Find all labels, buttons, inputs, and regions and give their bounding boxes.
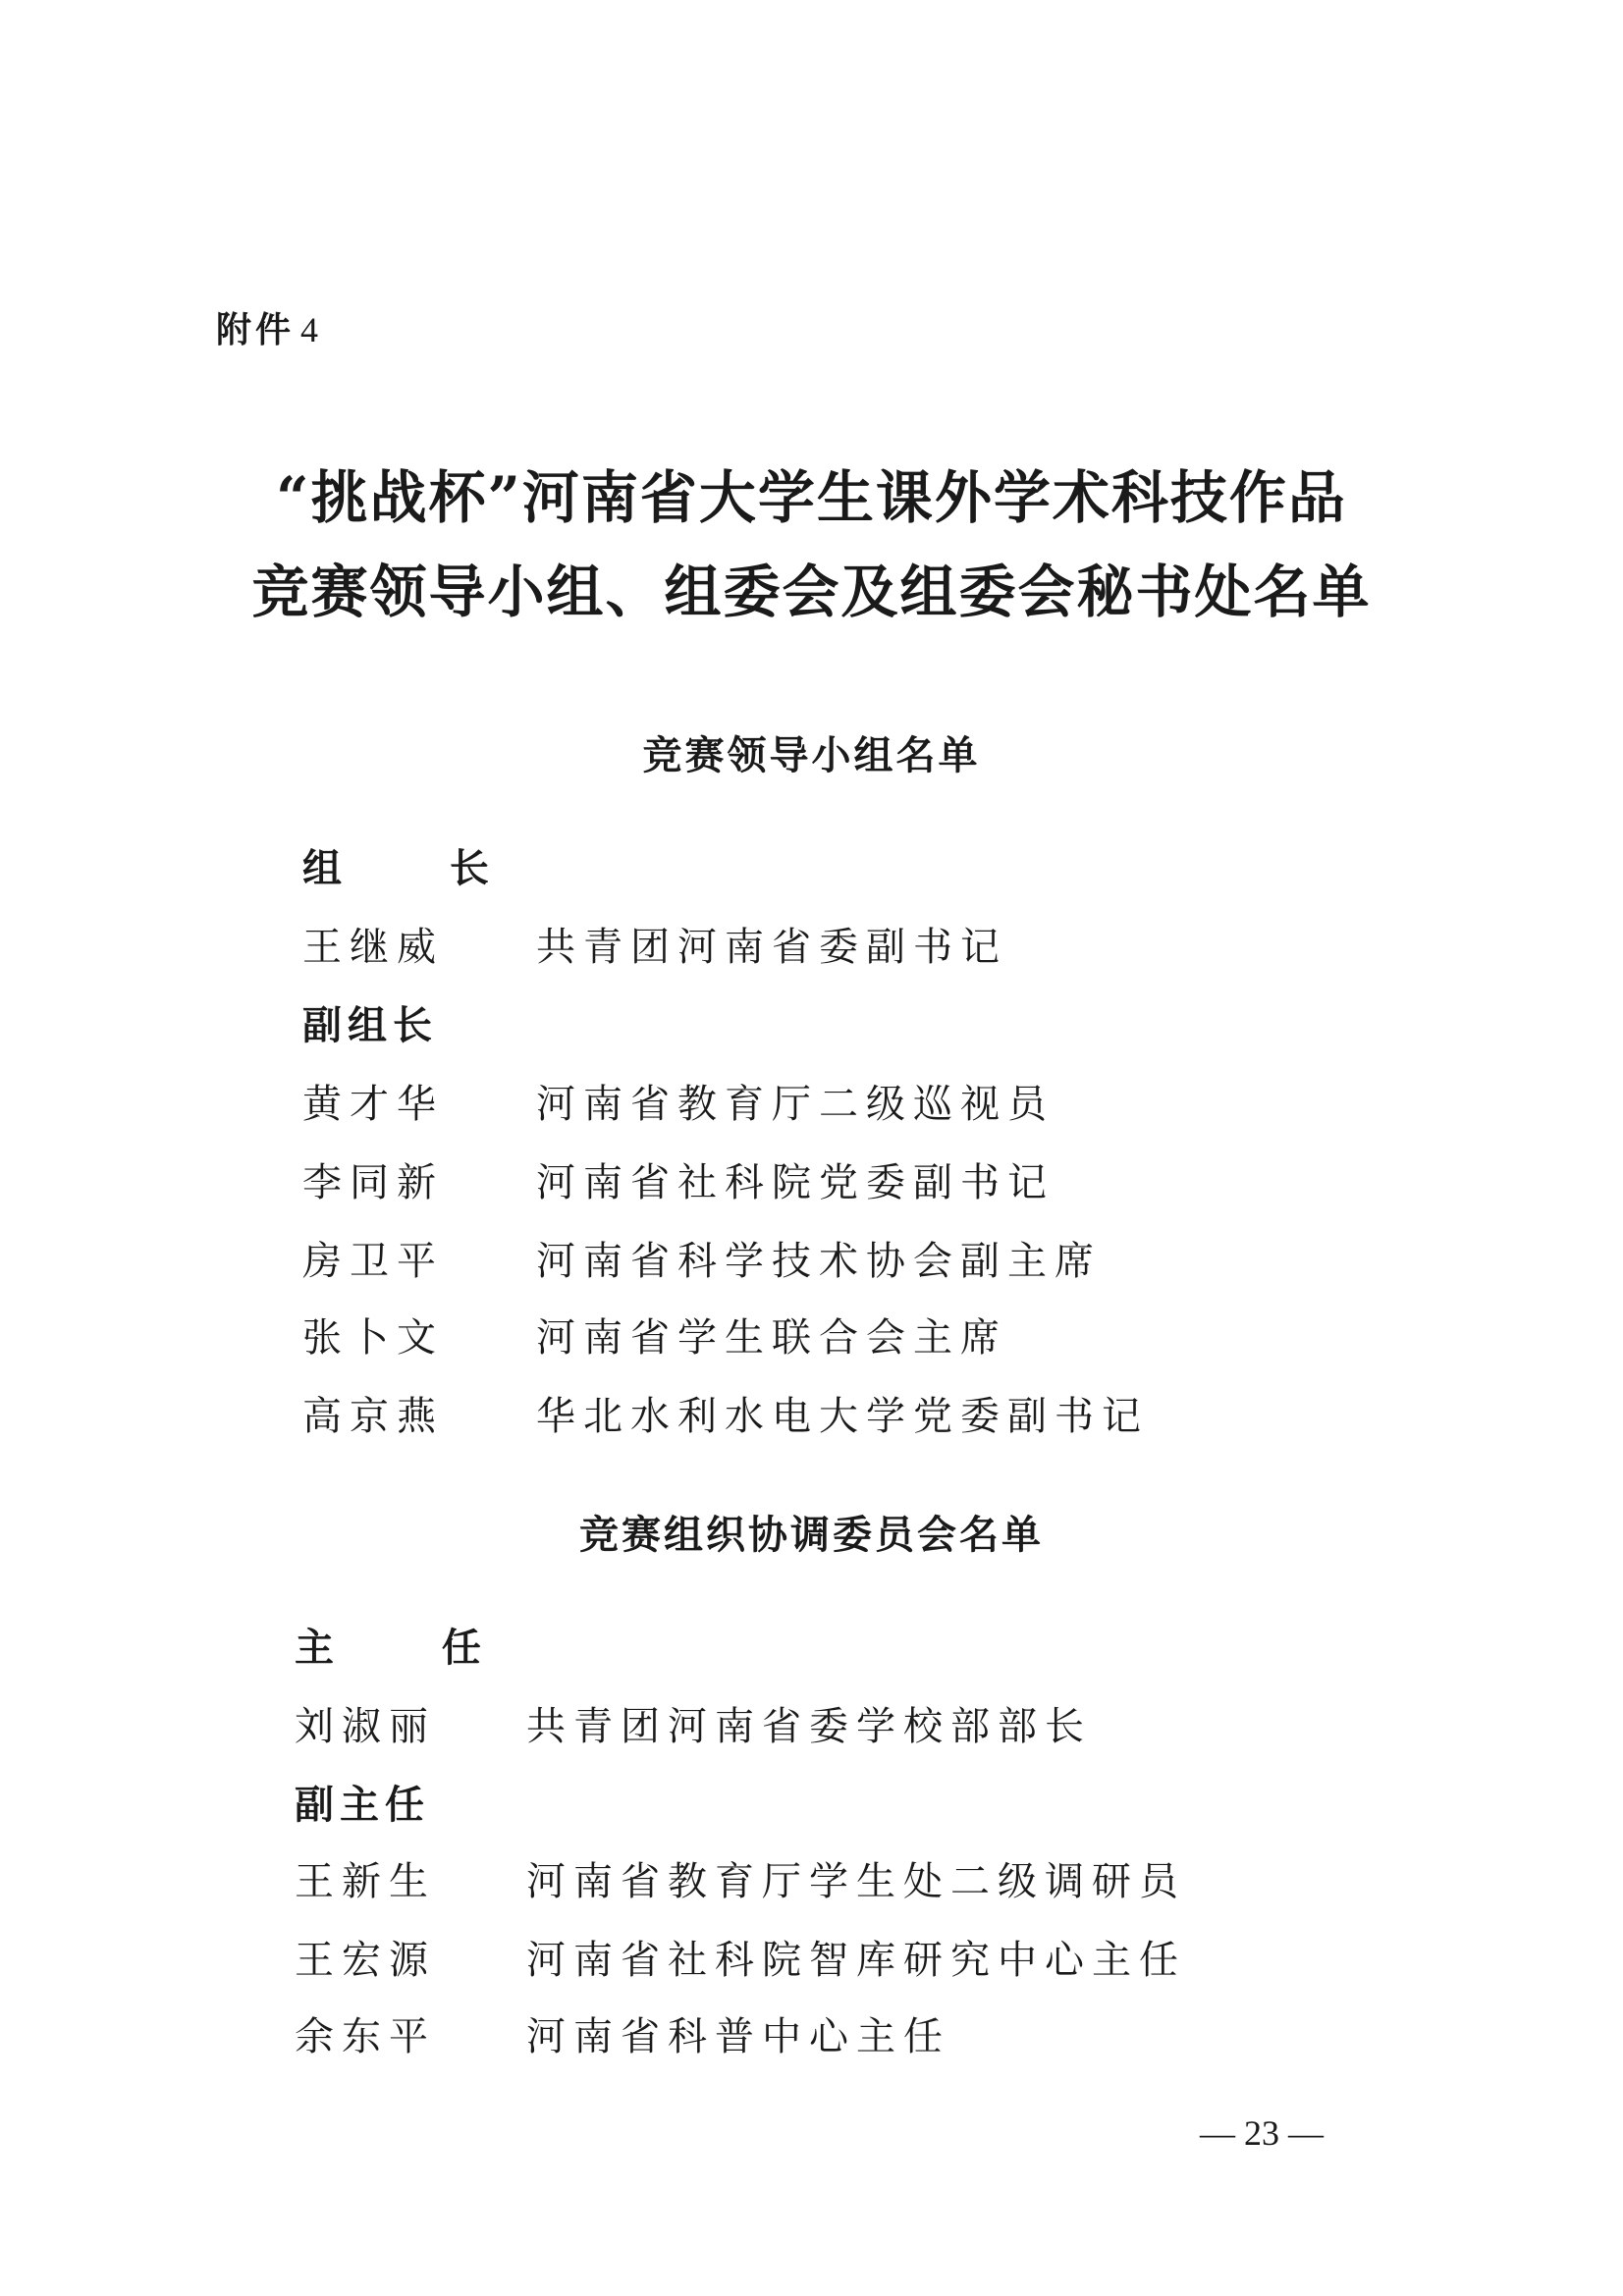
attachment-number: 4 xyxy=(300,310,323,349)
attachment-text: 附件 xyxy=(216,310,296,350)
document-title-line-1: “挑战杯”河南省大学生课外学术科技作品 xyxy=(276,464,1347,531)
page-number: — 23 — xyxy=(1200,2113,1324,2153)
leader-role: 共青团河南省委副书记 xyxy=(536,925,1007,970)
member-name: 张卜文 xyxy=(302,1315,444,1361)
member-role: 河南省学生联合会主席 xyxy=(536,1315,1007,1361)
member-name: 李同新 xyxy=(302,1160,444,1205)
member-name: 王宏源 xyxy=(295,1938,436,1983)
document-title-line-2: 竞赛领导小组、组委会及组委会秘书处名单 xyxy=(251,559,1372,625)
member-name: 王新生 xyxy=(295,1859,436,1904)
member-name: 余东平 xyxy=(295,2014,436,2059)
leader-label: 组 长 xyxy=(302,846,536,891)
member-role: 河南省教育厅学生处二级调研员 xyxy=(526,1859,1186,1904)
leadership-group-heading: 竞赛领导小组名单 xyxy=(642,733,981,778)
member-role: 河南省科普中心主任 xyxy=(526,2014,950,2059)
member-role: 河南省科学技术协会副主席 xyxy=(536,1239,1102,1284)
leader-name: 王继威 xyxy=(302,925,444,970)
deputy-director-label: 副主任 xyxy=(295,1783,430,1828)
member-name: 高京燕 xyxy=(302,1394,444,1439)
director-name: 刘淑丽 xyxy=(295,1704,436,1749)
coordination-committee-heading: 竞赛组织协调委员会名单 xyxy=(579,1513,1044,1558)
member-role: 河南省教育厅二级巡视员 xyxy=(536,1082,1055,1127)
director-role: 共青团河南省委学校部部长 xyxy=(526,1704,1092,1749)
member-role: 河南省社科院智库研究中心主任 xyxy=(526,1938,1186,1983)
deputy-leader-label: 副组长 xyxy=(302,1003,438,1048)
member-role: 华北水利水电大学党委副书记 xyxy=(536,1394,1149,1439)
attachment-label xyxy=(216,302,322,352)
member-name: 房卫平 xyxy=(302,1239,444,1284)
member-name: 黄才华 xyxy=(302,1082,444,1127)
director-label: 主 任 xyxy=(295,1626,528,1671)
member-role: 河南省社科院党委副书记 xyxy=(536,1160,1055,1205)
